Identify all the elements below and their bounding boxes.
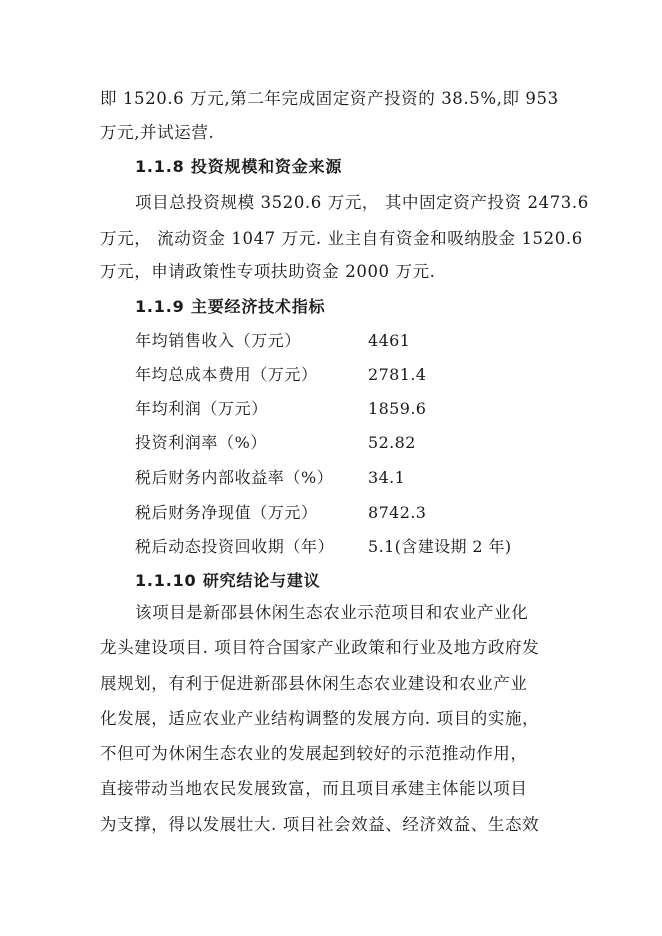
indicator-label: 年均销售收入（万元） [135,331,302,350]
indicator-value: 1859.6 [368,399,427,418]
indicator-label: 年均利润（万元） [135,399,268,418]
paragraph-line: 展规划，有利于促进新邵县休闲生态农业建设和农业产业 [100,674,528,693]
paragraph-line: 龙头建设项目. 项目符合国家产业政策和行业及地方政府发 [100,638,540,657]
indicator-value: 4461 [368,331,411,350]
indicator-value: 2781.4 [368,365,427,384]
paragraph-line: 直接带动当地农民发展致富，而且项目承建主体能以项目 [100,779,528,798]
section-heading-1-1-9: 1.1.9 主要经济技术指标 [135,297,326,316]
indicator-value: 8742.3 [368,503,427,522]
paragraph-line: 万元，申请政策性专项扶助资金 2000 万元. [100,262,436,281]
paragraph-line: 即 1520.6 万元,第二年完成固定资产投资的 38.5%,即 953 [100,89,559,108]
indicator-value: 34.1 [368,468,406,487]
indicator-label: 税后动态投资回收期（年） [135,537,335,556]
indicator-label: 税后财务净现值（万元） [135,503,318,522]
paragraph-line: 项目总投资规模 3520.6 万元， 其中固定资产投资 2473.6 [135,193,589,212]
paragraph-line: 为支撑，得以发展壮大. 项目社会效益、经济效益、生态效 [100,815,540,834]
paragraph-line: 万元， 流动资金 1047 万元. 业主自有资金和吸纳股金 1520.6 [100,229,583,248]
section-heading-1-1-8: 1.1.8 投资规模和资金来源 [135,157,343,176]
indicator-value: 52.82 [368,433,416,452]
paragraph-line: 万元,并试运营. [100,123,215,142]
indicator-value: 5.1(含建设期 2 年) [368,537,512,556]
paragraph-line: 不但可为休闲生态农业的发展起到较好的示范推动作用， [100,744,528,763]
paragraph-line: 该项目是新邵县休闲生态农业示范项目和农业产业化 [135,603,529,622]
indicator-label: 投资利润率（%） [135,433,268,452]
indicator-label: 年均总成本费用（万元） [135,365,318,384]
paragraph-line: 化发展，适应农业产业结构调整的发展方向. 项目的实施， [100,709,540,728]
indicator-label: 税后财务内部收益率（%） [135,468,334,487]
section-heading-1-1-10: 1.1.10 研究结论与建议 [135,571,321,590]
